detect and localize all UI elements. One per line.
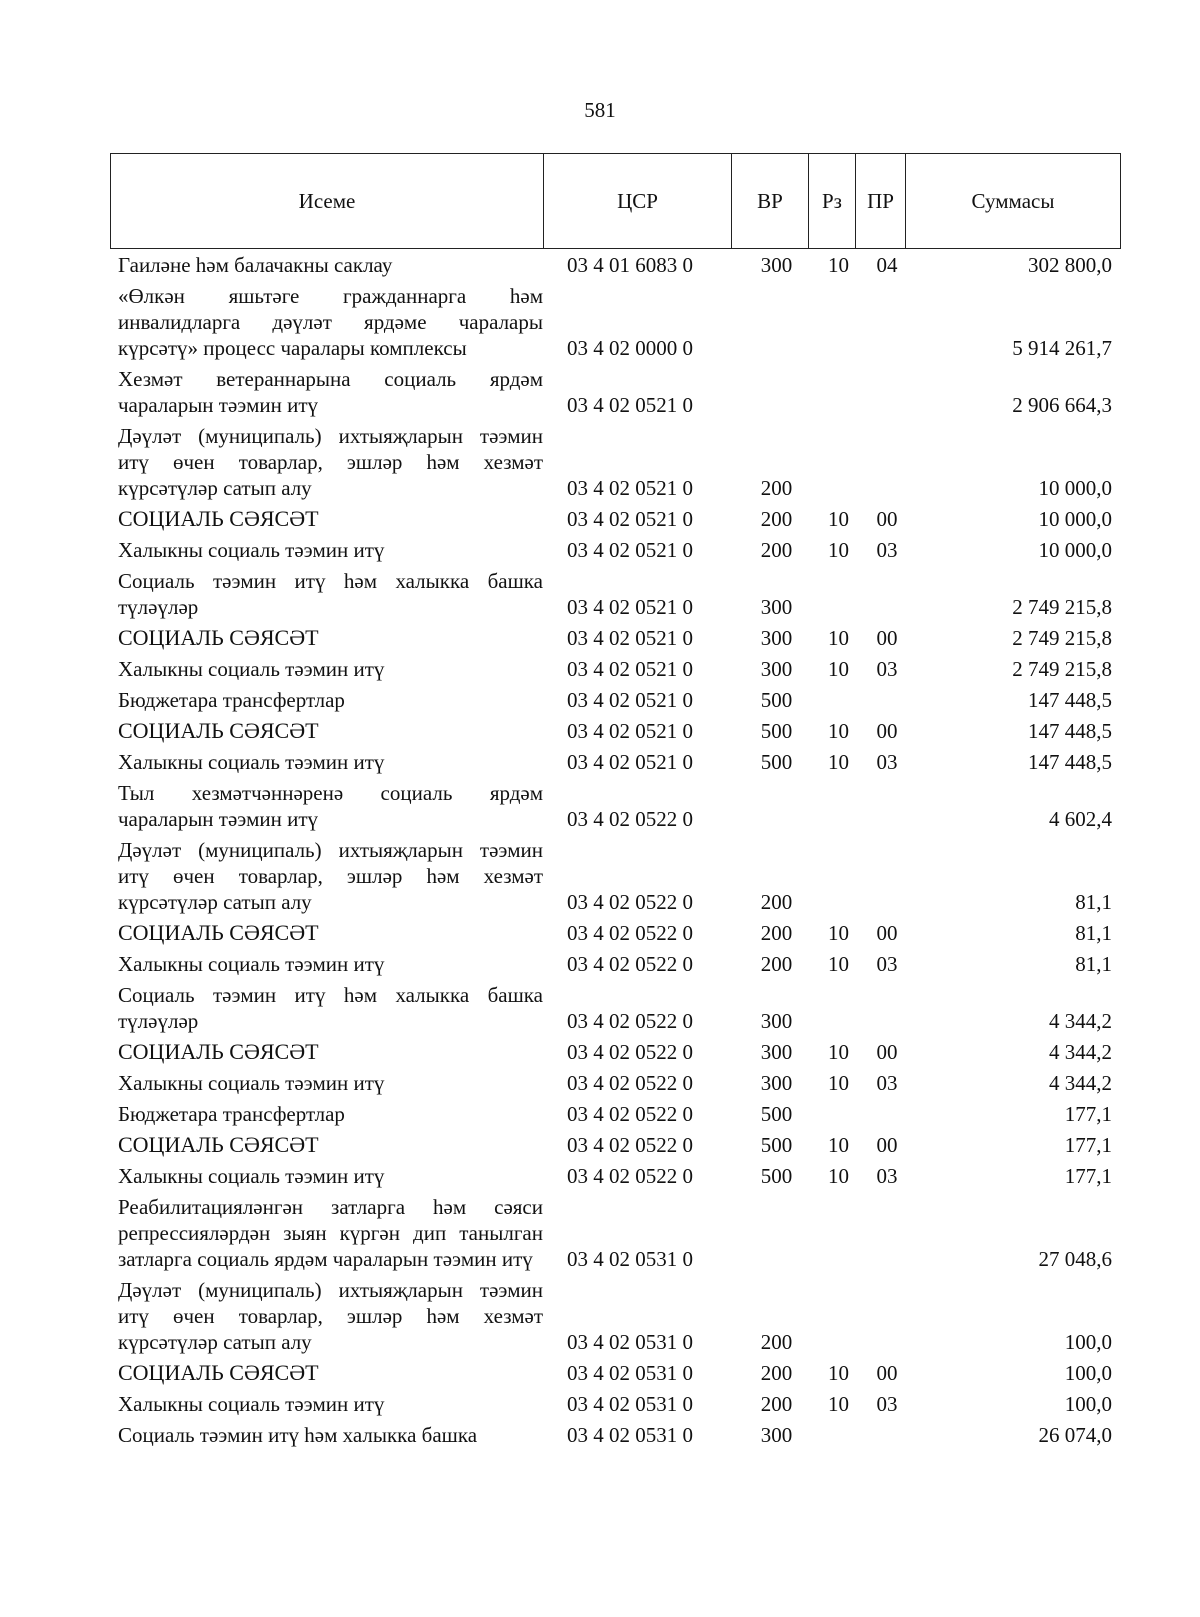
- row-rz: 10: [828, 952, 849, 976]
- table-row: [110, 283, 1120, 361]
- table-row: [110, 1039, 1120, 1065]
- table-row: [110, 656, 1120, 682]
- row-name: Дәүләт (муниципаль) ихтыяҗларын тәэмин итү өчен товарлар, эшләр һәм хезмәт күрсәтүләр сатып алу: [118, 838, 543, 914]
- row-rz: 10: [828, 507, 849, 531]
- row-csr: 03 4 02 0000 0: [567, 336, 693, 360]
- header-pr: ПР: [856, 154, 906, 249]
- row-csr: 03 4 02 0521 0: [567, 538, 693, 562]
- row-name: Социаль тәэмин итү һәм халыкка башка: [118, 1423, 478, 1447]
- row-csr: 03 4 02 0521 0: [567, 719, 693, 743]
- row-sum: 27 048,6: [1038, 1247, 1112, 1271]
- row-name: Реабилитацияләнгән затларга һәм сәяси репрессияләрдән зыян күргән дип танылган затларга социаль ярдәм чараларын тәэмин итү: [118, 1195, 543, 1271]
- row-vr: 200: [760, 921, 793, 945]
- row-vr: 500: [760, 719, 793, 743]
- row-sum: 4 344,2: [1049, 1009, 1112, 1033]
- row-rz: 10: [828, 657, 849, 681]
- row-pr: 00: [876, 626, 898, 650]
- row-rz: 10: [828, 1133, 849, 1157]
- row-vr: 300: [760, 1040, 793, 1064]
- row-sum: 10 000,0: [1038, 507, 1112, 531]
- table-row: [110, 749, 1120, 775]
- row-pr: 03: [876, 952, 898, 976]
- row-name: Бюджетара трансфертлар: [118, 1102, 345, 1126]
- row-pr: 00: [876, 1133, 898, 1157]
- row-rz: 10: [828, 1164, 849, 1188]
- row-sum: 100,0: [1064, 1330, 1112, 1354]
- row-vr: 300: [760, 1071, 793, 1095]
- table-row: [110, 423, 1120, 501]
- row-sum: 4 344,2: [1049, 1071, 1112, 1095]
- header-csr: ЦСР: [544, 154, 732, 249]
- row-sum: 2 749 215,8: [1012, 595, 1112, 619]
- row-rz: 10: [828, 253, 849, 277]
- row-pr: 00: [876, 1361, 898, 1385]
- table-row: [110, 920, 1120, 946]
- table-row: [110, 687, 1120, 713]
- row-name: Социаль тәэмин итү һәм халыкка башка түләүләр: [118, 569, 543, 619]
- row-sum: 2 749 215,8: [1012, 657, 1112, 681]
- row-rz: 10: [828, 1071, 849, 1095]
- header-rz: Рз: [809, 154, 856, 249]
- row-name: Дәүләт (муниципаль) ихтыяҗларын тәэмин итү өчен товарлар, эшләр һәм хезмәт күрсәтүләр сатып алу: [118, 424, 543, 500]
- row-rz: 10: [828, 921, 849, 945]
- row-pr: 04: [876, 253, 898, 277]
- row-name: СОЦИАЛЬ СӘЯСӘТ: [118, 718, 319, 743]
- table-row: [110, 1194, 1120, 1272]
- row-vr: 500: [760, 1102, 793, 1126]
- row-csr: 03 4 02 0531 0: [567, 1247, 693, 1271]
- table-row: [110, 951, 1120, 977]
- row-name: Халыкны социаль тәэмин итү: [118, 1164, 385, 1188]
- table-row: [110, 1422, 1120, 1448]
- row-vr: 200: [760, 1392, 793, 1416]
- row-csr: 03 4 02 0522 0: [567, 1009, 693, 1033]
- table-row: [110, 1277, 1120, 1355]
- row-name: СОЦИАЛЬ СӘЯСӘТ: [118, 1039, 319, 1064]
- row-name: Халыкны социаль тәэмин итү: [118, 952, 385, 976]
- row-name: Халыкны социаль тәэмин итү: [118, 750, 385, 774]
- row-sum: 2 906 664,3: [1012, 393, 1112, 417]
- row-sum: 100,0: [1064, 1392, 1112, 1416]
- row-sum: 81,1: [1075, 921, 1112, 945]
- row-vr: 200: [760, 507, 793, 531]
- row-sum: 147 448,5: [1028, 750, 1112, 774]
- row-csr: 03 4 02 0521 0: [567, 595, 693, 619]
- row-sum: 4 344,2: [1049, 1040, 1112, 1064]
- row-csr: 03 4 02 0522 0: [567, 1133, 693, 1157]
- header-name: Исеме: [111, 154, 544, 249]
- row-csr: 03 4 02 0522 0: [567, 807, 693, 831]
- row-csr: 03 4 02 0531 0: [567, 1392, 693, 1416]
- row-sum: 177,1: [1064, 1133, 1112, 1157]
- row-vr: 300: [760, 1009, 793, 1033]
- row-sum: 81,1: [1075, 890, 1112, 914]
- row-rz: 10: [828, 750, 849, 774]
- row-name: Тыл хезмәтчәннәренә социаль ярдәм чараларын тәэмин итү: [118, 781, 543, 831]
- row-name: Хезмәт ветераннарына социаль ярдәм чараларын тәэмин итү: [118, 367, 543, 417]
- row-vr: 200: [760, 890, 793, 914]
- row-name: Халыкны социаль тәэмин итү: [118, 538, 385, 562]
- row-csr: 03 4 02 0522 0: [567, 1071, 693, 1095]
- row-name: Халыкны социаль тәэмин итү: [118, 1071, 385, 1095]
- row-rz: 10: [828, 1361, 849, 1385]
- row-sum: 177,1: [1064, 1102, 1112, 1126]
- row-sum: 100,0: [1064, 1361, 1112, 1385]
- row-csr: 03 4 02 0531 0: [567, 1361, 693, 1385]
- row-sum: 5 914 261,7: [1012, 336, 1112, 360]
- table-row: [110, 506, 1120, 532]
- row-pr: 03: [876, 1392, 898, 1416]
- row-sum: 2 749 215,8: [1012, 626, 1112, 650]
- row-vr: 500: [760, 1164, 793, 1188]
- table-row: [110, 1360, 1120, 1386]
- row-vr: 300: [760, 253, 793, 277]
- row-vr: 200: [760, 476, 793, 500]
- row-rz: 10: [828, 1040, 849, 1064]
- row-vr: 300: [760, 1423, 793, 1447]
- table-row: [110, 252, 1120, 278]
- table-row: [110, 1132, 1120, 1158]
- table-row: [110, 1163, 1120, 1189]
- row-name: СОЦИАЛЬ СӘЯСӘТ: [118, 625, 319, 650]
- row-sum: 26 074,0: [1038, 1423, 1112, 1447]
- row-sum: 10 000,0: [1038, 476, 1112, 500]
- row-pr: 03: [876, 657, 898, 681]
- row-sum: 81,1: [1075, 952, 1112, 976]
- row-name: Гаиләне һәм балачакны саклау: [118, 253, 393, 277]
- table-header: [110, 153, 1121, 249]
- table-row: [110, 837, 1120, 915]
- table-row: [110, 718, 1120, 744]
- table-row: [110, 568, 1120, 620]
- row-vr: 300: [760, 657, 793, 681]
- row-pr: 00: [876, 719, 898, 743]
- row-csr: 03 4 02 0522 0: [567, 1164, 693, 1188]
- row-csr: 03 4 02 0521 0: [567, 507, 693, 531]
- row-pr: 03: [876, 1071, 898, 1095]
- table-row: [110, 1101, 1120, 1127]
- row-csr: 03 4 01 6083 0: [567, 253, 693, 277]
- row-vr: 200: [760, 952, 793, 976]
- row-csr: 03 4 02 0531 0: [567, 1423, 693, 1447]
- table-row: [110, 780, 1120, 832]
- table-row: [110, 1391, 1120, 1417]
- row-name: «Өлкән яшьтәге гражданнарга һәм инвалидларга дәүләт ярдәме чаралары күрсәтү» процесс чаралары комплексы: [118, 284, 543, 360]
- table-row: [110, 625, 1120, 651]
- row-sum: 177,1: [1064, 1164, 1112, 1188]
- row-vr: 500: [760, 688, 793, 712]
- row-csr: 03 4 02 0522 0: [567, 890, 693, 914]
- row-pr: 03: [876, 538, 898, 562]
- row-rz: 10: [828, 719, 849, 743]
- row-name: СОЦИАЛЬ СӘЯСӘТ: [118, 1132, 319, 1157]
- row-pr: 00: [876, 921, 898, 945]
- row-vr: 300: [760, 595, 793, 619]
- row-pr: 00: [876, 1040, 898, 1064]
- row-rz: 10: [828, 626, 849, 650]
- row-name: СОЦИАЛЬ СӘЯСӘТ: [118, 1360, 319, 1385]
- row-csr: 03 4 02 0522 0: [567, 952, 693, 976]
- row-csr: 03 4 02 0521 0: [567, 626, 693, 650]
- row-sum: 10 000,0: [1038, 538, 1112, 562]
- row-csr: 03 4 02 0522 0: [567, 1102, 693, 1126]
- table-row: [110, 366, 1120, 418]
- header-vr: ВР: [732, 154, 809, 249]
- row-sum: 147 448,5: [1028, 719, 1112, 743]
- row-pr: 03: [876, 1164, 898, 1188]
- row-name: Социаль тәэмин итү һәм халыкка башка түләүләр: [118, 983, 543, 1033]
- table-row: [110, 982, 1120, 1034]
- row-csr: 03 4 02 0521 0: [567, 688, 693, 712]
- row-vr: 300: [760, 626, 793, 650]
- row-csr: 03 4 02 0521 0: [567, 750, 693, 774]
- row-name: Халыкны социаль тәэмин итү: [118, 1392, 385, 1416]
- row-pr: 03: [876, 750, 898, 774]
- row-vr: 200: [760, 1330, 793, 1354]
- row-vr: 200: [760, 538, 793, 562]
- row-vr: 500: [760, 750, 793, 774]
- row-pr: 00: [876, 507, 898, 531]
- row-name: Халыкны социаль тәэмин итү: [118, 657, 385, 681]
- row-vr: 500: [760, 1133, 793, 1157]
- page-number: 581: [584, 98, 616, 122]
- table-row: [110, 537, 1120, 563]
- row-rz: 10: [828, 538, 849, 562]
- row-sum: 302 800,0: [1028, 253, 1112, 277]
- row-sum: 4 602,4: [1049, 807, 1112, 831]
- table-row: [110, 1070, 1120, 1096]
- row-csr: 03 4 02 0521 0: [567, 393, 693, 417]
- row-name: Бюджетара трансфертлар: [118, 688, 345, 712]
- table-body: [110, 252, 1120, 1453]
- row-vr: 200: [760, 1361, 793, 1385]
- row-csr: 03 4 02 0531 0: [567, 1330, 693, 1354]
- row-sum: 147 448,5: [1028, 688, 1112, 712]
- row-name: СОЦИАЛЬ СӘЯСӘТ: [118, 920, 319, 945]
- row-name: СОЦИАЛЬ СӘЯСӘТ: [118, 506, 319, 531]
- row-rz: 10: [828, 1392, 849, 1416]
- row-csr: 03 4 02 0522 0: [567, 1040, 693, 1064]
- row-name: Дәүләт (муниципаль) ихтыяҗларын тәэмин итү өчен товарлар, эшләр һәм хезмәт күрсәтүләр сатып алу: [118, 1278, 543, 1354]
- row-csr: 03 4 02 0522 0: [567, 921, 693, 945]
- header-sum: Суммасы: [906, 154, 1121, 249]
- row-csr: 03 4 02 0521 0: [567, 657, 693, 681]
- row-csr: 03 4 02 0521 0: [567, 476, 693, 500]
